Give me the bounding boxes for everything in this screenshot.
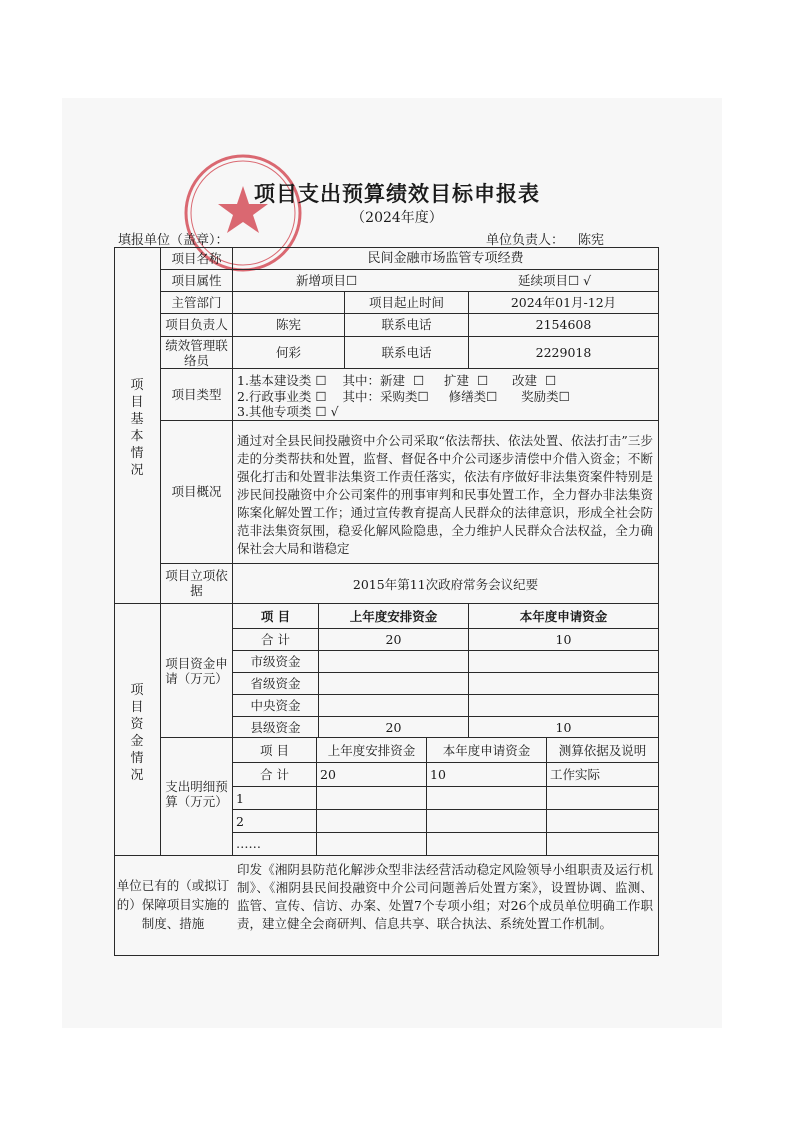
overview-text: 通过对全县民间投融资中介公司采取“依法帮扶、依法处置、依法打击”三步走的分类帮扶和处置，监督、督促各中介公司逐步清偿中介借入资金；不断强化打击和处置非法集资工作责任落实，依法有序做好非法集资案件特别是涉民间投融资中介公司案件的刑事审判和民事处置工作，全力督办非法集资陈案化解处置工作；通过宣传教育提高人民群众的法律意识，形成全社会防范非法集资氛围，稳妥化解风险隐患，全力维护人民群众合法权益，全力确保社会大局和谐稳定: [237, 433, 653, 556]
type-line-2: 2.行政事业类 ☐ 其中：采购类☐ 修缮类☐ 奖励类☐: [237, 389, 570, 404]
apply-row-last: 20: [385, 720, 402, 735]
detail-header-last: 上年度安排资金: [327, 743, 416, 758]
detail-label: 支出明细预算（万元）: [165, 779, 228, 809]
detail-header-this: 本年度申请资金: [442, 743, 531, 758]
apply-row-item: 县级资金: [250, 720, 301, 735]
detail-row-basis: 工作实际: [550, 767, 601, 782]
detail-row-last: 20: [320, 767, 336, 782]
apply-row-item: 市级资金: [250, 654, 301, 669]
attr-label: 项目属性: [171, 273, 222, 288]
detail-row-item: 2: [236, 814, 244, 829]
basic-section-label: 项目基本情况: [130, 378, 144, 478]
overview-label: 项目概况: [171, 484, 222, 499]
name-value: 民间金融市场监管专项经费: [367, 251, 524, 266]
owner-name: 陈宪: [578, 233, 605, 248]
perf-contact-label: 绩效管理联络员: [165, 338, 228, 368]
leader-phone-label: 联系电话: [381, 317, 432, 332]
unit-label: 填报单位（盖章）：: [118, 233, 229, 248]
perf-phone-label: 联系电话: [381, 345, 432, 360]
attr-continued: 延续项目☐ √: [518, 273, 592, 288]
apply-row-this: 10: [555, 632, 572, 647]
type-label: 项目类型: [171, 387, 222, 402]
funds-section-label: 项目资金情况: [130, 683, 144, 783]
form-subtitle: （2024年度）: [351, 210, 443, 226]
detail-row-item: 合 计: [260, 767, 289, 782]
leader-label: 项目负责人: [165, 317, 228, 332]
form-title: 项目支出预算绩效目标申报表: [254, 181, 540, 206]
apply-row-last: 20: [385, 632, 402, 647]
leader-phone: 2154608: [535, 317, 592, 332]
guarantee-label: 单位已有的（或拟订的）保障项目实施的制度、措施: [116, 878, 230, 931]
period-value: 2024年01月-12月: [510, 295, 617, 310]
detail-header-item: 项 目: [260, 743, 289, 758]
apply-row-item: 中央资金: [250, 698, 301, 713]
detail-row-item: ……: [236, 836, 261, 851]
apply-row-this: 10: [555, 720, 572, 735]
type-line-3: 3.其他专项类 ☐ √: [237, 404, 339, 419]
basis-label: 项目立项依据: [165, 568, 228, 598]
apply-label: 项目资金申请（万元）: [165, 656, 228, 686]
guarantee-text: 印发《湘阴县防范化解涉众型非法经营活动稳定风险领导小组职责及运行机制》、《湘阴县民间投融资中介公司问题善后处置方案》，设置协调、监测、监管、宣传、信访、办案、处置7个专项小组；对26个成员单位明确工作职责，建立健全会商研判、信息共享、联合执法、系统处置工作机制。: [237, 862, 653, 931]
apply-header-this: 本年度申请资金: [519, 609, 608, 624]
period-label: 项目起止时间: [368, 295, 444, 310]
owner-label: 单位负责人：: [486, 233, 565, 248]
apply-row-item: 合 计: [261, 632, 290, 647]
leader-value: 陈宪: [275, 317, 301, 332]
name-label: 项目名称: [171, 251, 222, 266]
perf-phone: 2229018: [535, 345, 592, 360]
detail-row-this: 10: [430, 767, 446, 782]
basis-value: 2015年第11次政府常务会议纪要: [352, 577, 539, 592]
apply-header-item: 项 目: [260, 609, 291, 624]
detail-header-basis: 测算依据及说明: [558, 743, 647, 758]
perf-contact-value: 何彩: [275, 345, 301, 360]
detail-row-item: 1: [236, 791, 244, 806]
apply-row-item: 省级资金: [250, 676, 301, 691]
apply-header-last: 上年度安排资金: [349, 609, 438, 624]
attr-new: 新增项目☐: [296, 273, 358, 288]
type-line-1: 1.基本建设类 ☐ 其中：新建 ☐ 扩建 ☐ 改建 ☐: [237, 373, 557, 388]
dept-label: 主管部门: [171, 295, 222, 310]
